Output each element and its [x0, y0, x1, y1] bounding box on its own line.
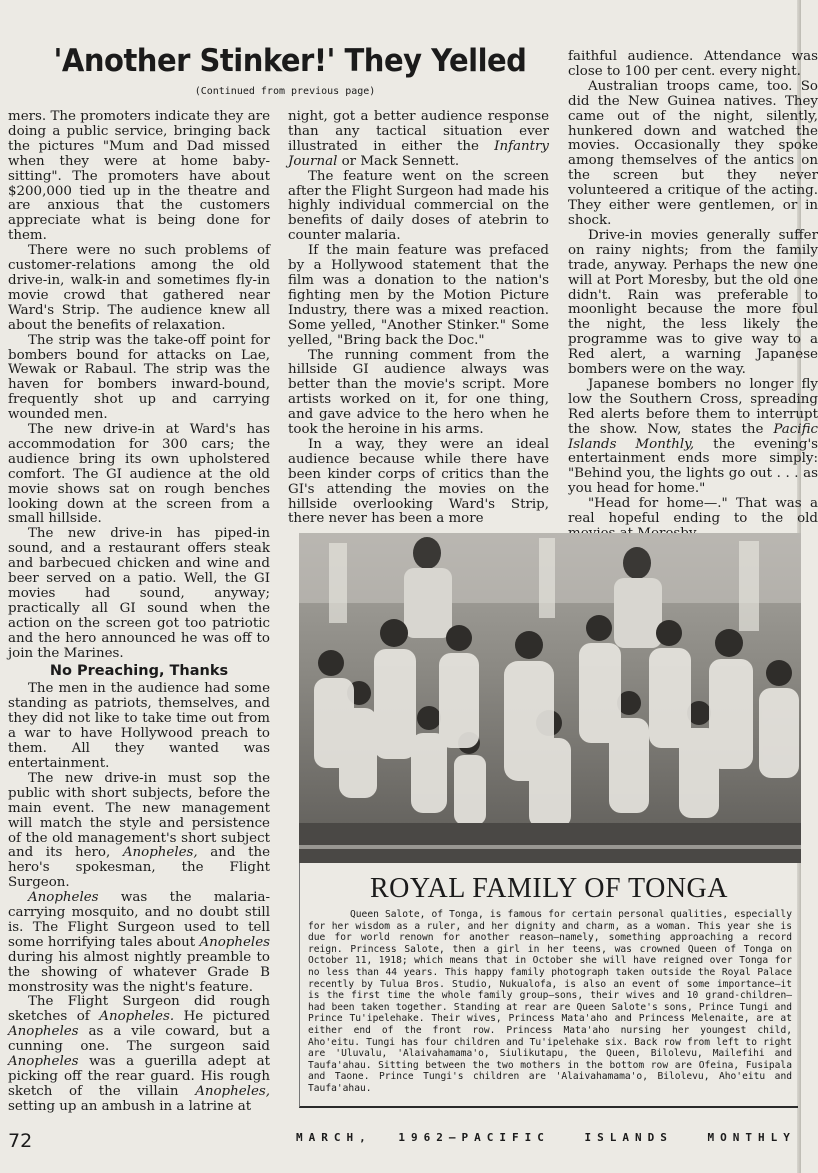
family-group-photo-icon [299, 533, 801, 863]
footer-year-publication: 1962—PACIFIC [398, 1131, 550, 1144]
paragraph: mers. The promoters indicate they are doing a public service, bringing back the pictures "Mum and Dad missed when they were at home baby-sitting". The promoters have about $200,000 tied up in the theatre and are anxious that the customers appreciate what is being done for them. [8, 109, 270, 244]
paragraph: The new drive-in must sop the public with short subjects, before the main event. The new management will match the style and persistence of the old management's short subject and its hero, Anopheles, and the hero's spokesman, the Flight Surgeon. [8, 770, 270, 891]
article-column-3 [568, 50, 818, 542]
footer-monthly: MONTHLY [707, 1131, 796, 1144]
caption-body: Queen Salote, of Tonga, is famous for certain personal qualities, especially for her wisdom as a ruler, and her dignity and charm, as a woman. This year she is due for world renown for another reason—namely, something approaching a record reign. Princess Salote, then a girl in her teens, was crowned Queen of Tonga on October 11, 1918; which means that in October she will have reigned over Tonga for no less than 44 years. This happy family photograph taken outside the Royal Palace recently by Tulua Bros. Studio, Nukualofa, is also an event of some importance—it is the first time the whole family group—sons, their wives and 10 grand-children—had been taken together. Standing at rear are Queen Salote's sons, Prince Tungi and Prince Tu'ipelehake. Their wives, Princess Mata'aho and Princess Melenaite, are at either end of the front row. Princess Mata'aho nursing her youngest child, Aho'eitu. Tungi has four children and Tu'ipelehake six. Back row from left to right are 'Uluvalu, 'Alaivahamama'o, Siulikutapu, the Queen, Bilolevu, Mailefihi and Taufa'ahau. Sitting between the two mothers in the bottom row are Ofeina, Fusipala and Taone. Prince Tungi's children are 'Alaivahamama'o, Bilolevu, Aho'eitu and Taufa'ahau. [308, 909, 792, 1094]
article-column-1 [8, 110, 270, 1115]
paragraph: The strip was the take-off point for bombers bound for attacks on Lae, Wewak or Rabaul. The strip was the haven for bombers inward-bound, frequently shot up and carrying wounded men. [8, 332, 270, 423]
paragraph: The new drive-in has piped-in sound, and a restaurant offers steak and barbecued chicken and wine and beer served on a patio. Well, the GI movies had sound, anyway; practically all GI sound when the action on the screen got too patriotic and the hero announced he was off to join the Marines. [8, 526, 270, 661]
paragraph: night, got a better audience response than any tactical situation ever illustrated in either the Infantry Journal or Mack Sennett. [288, 109, 549, 169]
footer-islands: ISLANDS [584, 1131, 673, 1144]
paragraph: If the main feature was prefaced by a Hollywood statement that the film was a donation to the nation's fighting men by the Motion Picture Industry, there was a mixed reaction. Some yelled, "Another Stinker." Some yelled, "Bring back the Doc." [288, 243, 549, 348]
paragraph: The Flight Surgeon did rough sketches of Anopheles. He pictured Anopheles as a vile coward, but a cunning one. The surgeon said Anopheles was a guerilla adept at picking off the rear guard. His rough sketch of the villain Anopheles, setting up an ambush in a latrine at [8, 994, 270, 1114]
paragraph: faithful audience. Attendance was close to 100 per cent. every night. [568, 49, 818, 79]
footer-month: MARCH, [296, 1131, 372, 1144]
page-number: 72 [8, 1130, 33, 1152]
paragraph: Australian troops came, too. So did the New Guinea natives. They came out of the night, silently, hunkered down and watched the movies. Occasionally they spoke among themselves of the antics on the screen but they never volunteered a critique of the acting. They either were gentlemen, or in shock. [568, 78, 818, 228]
running-footer [296, 1131, 796, 1144]
paragraph: There were no such problems of customer-relations among the old drive-in, walk-in and sometimes fly-in movie crowd that gathered near Ward's Strip. The audience knew all about the benefits of relaxation. [8, 243, 270, 333]
paragraph: Drive-in movies generally suffer on rainy nights; from the family trade, anyway. Perhaps the new one will at Port Moresby, but the old one didn't. Rain was preferable to moonlight because the more foul the night, the less likely the programme was to give way to a Red alert, a warning Japanese bombers were on the way. [568, 227, 818, 378]
article-column-2 [288, 110, 549, 527]
photo-caption [299, 863, 798, 1108]
paragraph: Anopheles was the malaria-carrying mosquito, and no doubt still is. The Flight Surgeon used to tell some horrifying tales about Anopheles during his almost nightly preamble to the showing of whatever Grade B monstrosity was the night's feature. [8, 890, 270, 995]
paragraph: Japanese bombers no longer fly low the Southern Cross, spreading Red alerts before them to interrupt the show. Now, states the Pacific Islands Monthly, the evening's entertainment ends more simply: "Behind you, the lights go out . . . as you head for home." [568, 376, 818, 497]
paragraph: The men in the audience had some standing as patriots, themselves, and they did not like to take time out from a war to have Hollywood preach to them. All they wanted was entertainment. [8, 681, 270, 771]
paragraph: The running comment from the hillside GI audience always was better than the movie's script. More artists worked on it, for one thing, and gave advice to the hero when he took the heroine in his arms. [288, 347, 549, 438]
paragraph: In a way, they were an ideal audience because while there have been kinder corps of critics than the GI's attending the movies on the hillside overlooking Ward's Strip, there never has been a more [288, 436, 549, 527]
column-3-clip [568, 0, 818, 533]
caption-title: ROYAL FAMILY OF TONGA [370, 873, 728, 904]
paragraph: The new drive-in at Ward's has accommodation for 300 cars; the audience bring its own upholstered comfort. The GI audience at the old movie shows sat on rough benches looking down at the screen from a small hillside. [8, 422, 270, 527]
article-headline: 'Another Stinker!' They Yelled [53, 42, 527, 79]
section-subhead: No Preaching, Thanks [49, 662, 229, 679]
paragraph: "Head for home—." That was a real hopeful ending to the old [568, 496, 818, 527]
royal-family-photo [299, 533, 801, 863]
paragraph: The feature went on the screen after the Flight Surgeon had made his highly individual commercial on the benefits of daily doses of atebrin to counter malaria. [288, 168, 549, 244]
continued-note: (Continued from previous page) [194, 86, 376, 97]
